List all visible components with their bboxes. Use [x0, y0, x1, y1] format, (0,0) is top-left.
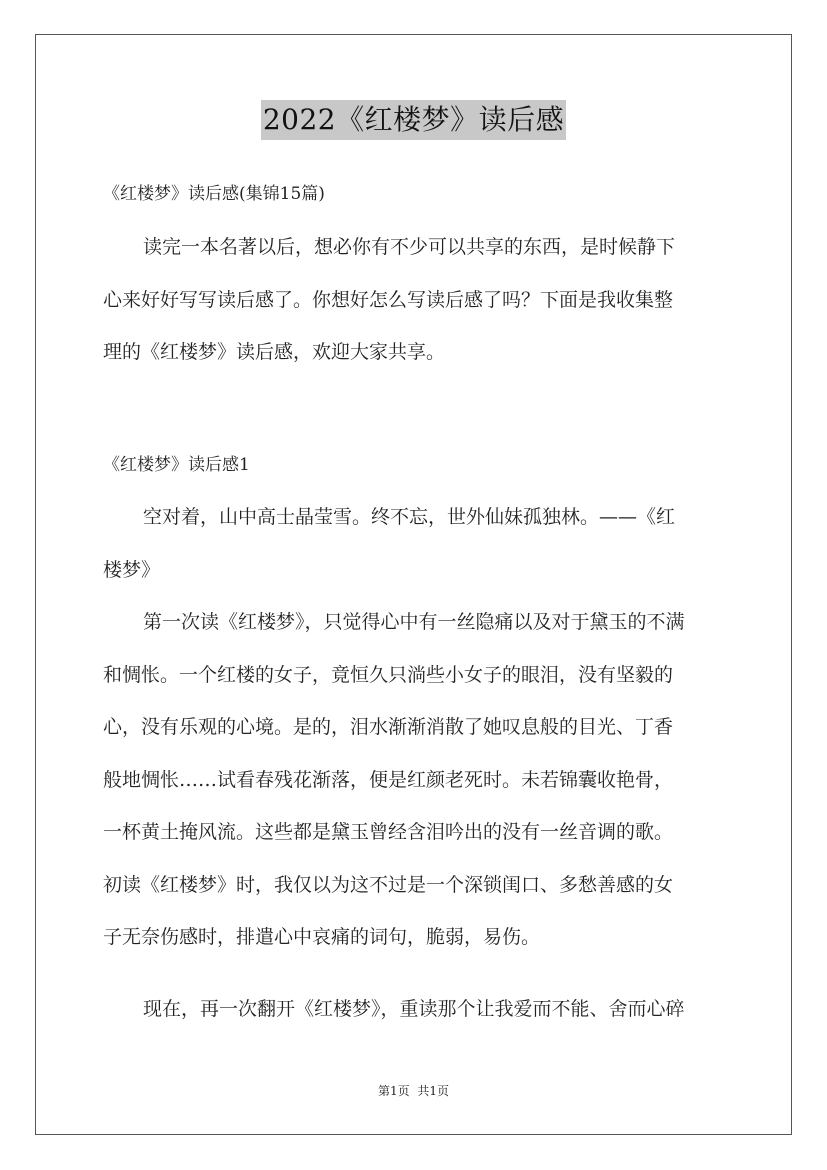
- continuation-paragraph: [103, 983, 727, 1036]
- document-title: 2022《红楼梦》读后感: [261, 100, 566, 140]
- poem-line: 空对着，山中高士晶莹雪。终不忘，世外仙妹孤独林。——《红: [143, 506, 676, 528]
- body-line: 和惆怅。一个红楼的女子，竟恒久只淌些小女子的眼泪，没有坚毅的: [103, 663, 674, 686]
- intro-paragraph: [103, 221, 727, 379]
- body-line: 初读《红楼梦》时，我仅以为这不过是一个深锁闺口、多愁善感的女: [103, 873, 674, 896]
- intro-line: 理的《红楼梦》读后感，欢迎大家共享。: [103, 341, 446, 363]
- body-paragraph: [103, 596, 727, 964]
- body-line: 子无奈伤感时，排遣心中哀痛的词句，脆弱，易伤。: [103, 926, 541, 948]
- body-line: 第一次读《红楼梦》，只觉得心中有一丝隐痛以及对于黛玉的不满: [143, 611, 685, 633]
- body-line: 般地惆怅……试看春残花渐落，便是红颜老死时。未若锦囊收艳骨，: [103, 768, 674, 791]
- page-footer: 第1页 共1页: [377, 1084, 450, 1098]
- body-line: 一杯黄土掩风流。这些都是黛玉曾经含泪吟出的没有一丝音调的歌。: [103, 821, 674, 843]
- title-container: [0, 100, 827, 140]
- body-line: 心，没有乐观的心境。是的，泪水渐渐消散了她叹息般的目光、丁香: [103, 716, 674, 738]
- intro-line: 心来好好写写读后感了。你想好怎么写读后感了吗？下面是我收集整: [103, 288, 674, 311]
- document-subtitle: 《红楼梦》读后感(集锦15篇): [103, 184, 325, 204]
- poem-line: 楼梦》: [103, 558, 161, 581]
- intro-line: 读完一本名著以后，想必你有不少可以共享的东西，是时候静下: [143, 236, 676, 258]
- section-heading: 《红楼梦》读后感1: [103, 455, 250, 475]
- continuation-line: 现在，再一次翻开《红楼梦》，重读那个让我爱而不能、舍而心碎: [143, 998, 685, 1020]
- poem-paragraph: [103, 491, 727, 596]
